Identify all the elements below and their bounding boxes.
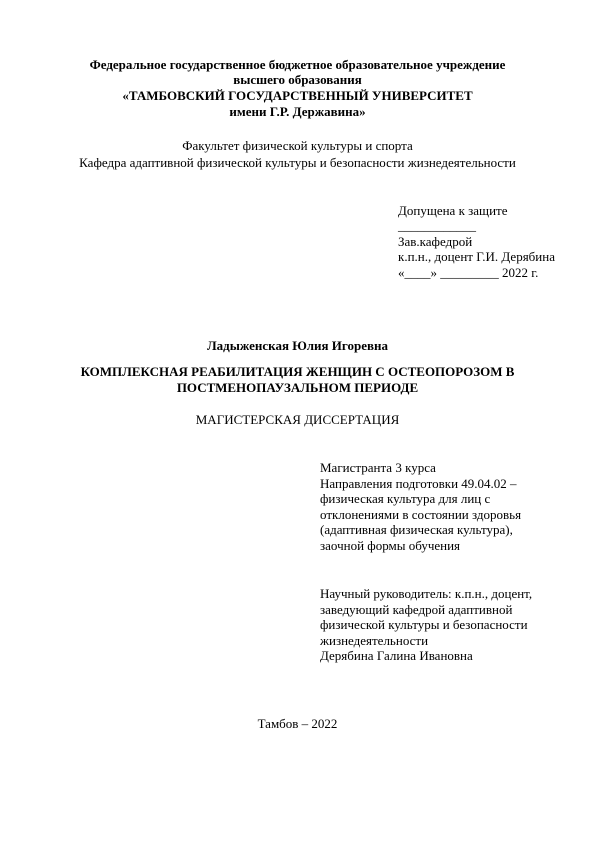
approval-date: «____» _________ 2022 г. [398, 264, 539, 280]
supervisor-info-line: физической культуры и безопасности [320, 617, 528, 633]
student-info-line: Магистранта 3 курса [320, 460, 436, 475]
city-year: Тамбов – 2022 [257, 716, 338, 731]
student-info-line: (адаптивная физическая культура), [320, 522, 513, 538]
institution-line-3: «ТАМБОВСКИЙ ГОСУДАРСТВЕННЫЙ УНИВЕРСИТЕТ [122, 88, 473, 103]
supervisor-info-block [320, 586, 532, 664]
institution-line-1: Федеральное государственное бюджетное образовательное учреждение [89, 57, 506, 72]
supervisor-info-line: Научный руководитель: к.п.н., доцент, [320, 586, 533, 601]
student-info-block [320, 460, 521, 554]
approval-block [398, 203, 555, 280]
head-name: к.п.н., доцент Г.И. Дерябина [398, 249, 555, 265]
student-info-line: физическая культура для лиц с [320, 491, 491, 507]
student-info-line: отклонениями в состоянии здоровья [320, 506, 522, 522]
signature-line: ____________ [398, 218, 476, 234]
supervisor-info-line: жизнедеятельности [320, 632, 429, 648]
faculty-name: Факультет физической культуры и спорта [182, 138, 413, 153]
admitted-label: Допущена к защите [398, 203, 508, 218]
thesis-title-line-1: КОМПЛЕКСНАЯ РЕАБИЛИТАЦИЯ ЖЕНЩИН С ОСТЕОПОРОЗОМ В [80, 364, 515, 379]
department-name: Кафедра адаптивной физической культуры и безопасности жизнедеятельности [79, 155, 516, 170]
work-type: МАГИСТЕРСКАЯ ДИССЕРТАЦИЯ [195, 412, 400, 427]
supervisor-info-line: заведующий кафедрой адаптивной [320, 601, 513, 617]
institution-line-2: высшего образования [233, 72, 362, 87]
author-name: Ладыженская Юлия Игоревна [206, 338, 388, 353]
student-info-line: Направления подготовки 49.04.02 – [320, 475, 517, 491]
supervisor-name: Дерябина Галина Ивановна [320, 648, 473, 664]
student-info-line: заочной формы обучения [320, 537, 461, 553]
head-title: Зав.кафедрой [398, 233, 473, 249]
thesis-title-line-2: ПОСТМЕНОПАУЗАЛЬНОМ ПЕРИОДЕ [176, 380, 419, 395]
institution-line-4: имени Г.Р. Державина» [229, 104, 366, 119]
